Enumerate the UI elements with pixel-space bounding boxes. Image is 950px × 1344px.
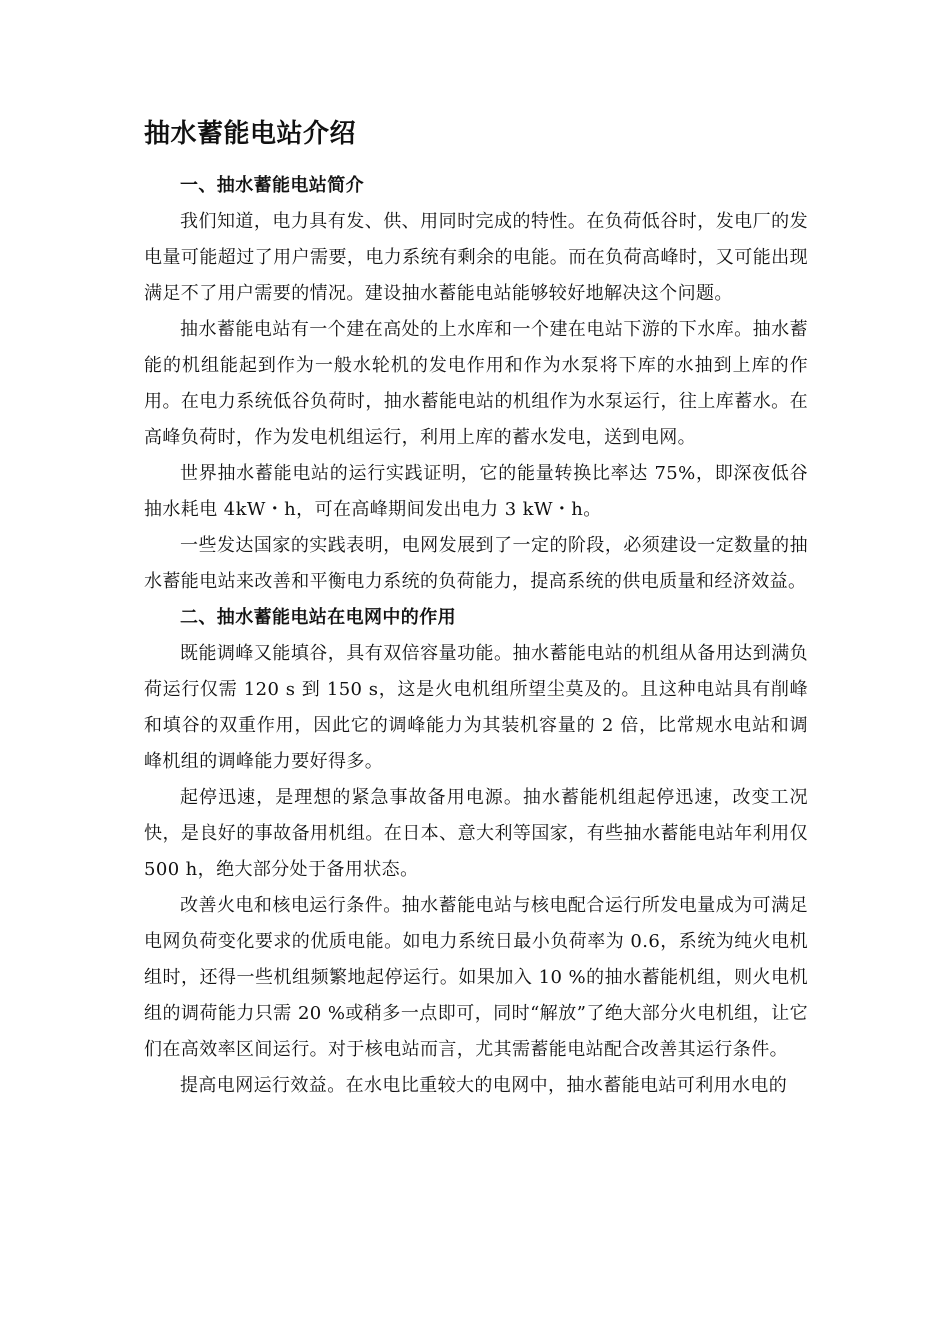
- paragraph: 改善火电和核电运行条件。抽水蓄能电站与核电配合运行所发电量成为可满足电网负荷变化要求的优质电能。如电力系统日最小负荷率为 0.6，系统为纯火电机组时，还得一些机组频繁地起停运行。如果加入 10 %的抽水蓄能机组，则火电机组的调荷能力只需 20 %或稍多一点即可，同时“解放”了绝大部分火电机组，让它们在高效率区间运行。对于核电站而言，尤其需蓄能电站配合改善其运行条件。: [144, 895, 808, 1060]
- paragraph: 抽水蓄能电站有一个建在高处的上水库和一个建在电站下游的下水库。抽水蓄能的机组能起到作为一般水轮机的发电作用和作为水泵将下库的水抽到上库的作用。在电力系统低谷负荷时，抽水蓄能电站的机组作为水泵运行，往上库蓄水。在高峰负荷时，作为发电机组运行，利用上库的蓄水发电，送到电网。: [144, 319, 808, 448]
- document-title: 抽水蓄能电站介绍: [144, 119, 357, 149]
- section-heading: 一、抽水蓄能电站简介: [180, 175, 364, 196]
- paragraph: 世界抽水蓄能电站的运行实践证明，它的能量转换比率达 75%，即深夜低谷抽水耗电 4kW・h，可在高峰期间发出电力 3 kW・h。: [144, 463, 808, 520]
- section-heading: 二、抽水蓄能电站在电网中的作用: [180, 607, 456, 628]
- paragraph: 既能调峰又能填谷，具有双倍容量功能。抽水蓄能电站的机组从备用达到满负荷运行仅需 120 s 到 150 s，这是火电机组所望尘莫及的。且这种电站具有削峰和填谷的双重作用，因此它的调峰能力为其装机容量的 2 倍，比常规水电站和调峰机组的调峰能力要好得多。: [144, 643, 808, 772]
- paragraph: 一些发达国家的实践表明，电网发展到了一定的阶段，必须建设一定数量的抽水蓄能电站来改善和平衡电力系统的负荷能力，提高系统的供电质量和经济效益。: [144, 535, 808, 592]
- document-body: [144, 168, 808, 1104]
- section-intro: [144, 168, 808, 600]
- paragraph: 起停迅速，是理想的紧急事故备用电源。抽水蓄能机组起停迅速，改变工况快，是良好的事故备用机组。在日本、意大利等国家，有些抽水蓄能电站年利用仅 500 h，绝大部分处于备用状态。: [144, 787, 808, 880]
- paragraph: 提高电网运行效益。在水电比重较大的电网中，抽水蓄能电站可利用水电的: [180, 1075, 788, 1096]
- paragraph: 我们知道，电力具有发、供、用同时完成的特性。在负荷低谷时，发电厂的发电量可能超过了用户需要，电力系统有剩余的电能。而在负荷高峰时，又可能出现满足不了用户需要的情况。建设抽水蓄能电站能够较好地解决这个问题。: [144, 211, 808, 304]
- section-role-in-grid: [144, 600, 808, 1104]
